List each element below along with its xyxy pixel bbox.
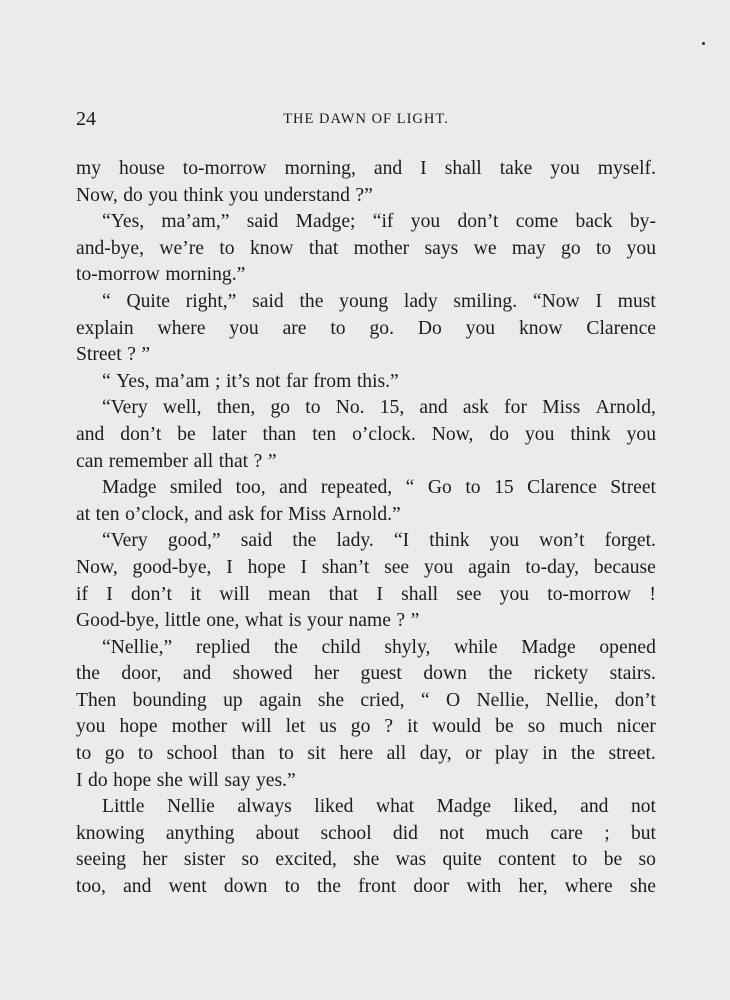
text-line: Madge smiled too, and repeated, “ Go to 15 Clarence Street <box>102 477 656 499</box>
text-line: “ Yes, ma’am ; it’s not far from this.” <box>102 370 399 392</box>
text-line: the door, and showed her guest down the rickety stairs. <box>76 663 656 685</box>
text-line: too, and went down to the front door with her, where she <box>76 876 656 898</box>
text-line: to-morrow morning.” <box>76 264 246 286</box>
text-line: you hope mother will let us go ? it would be so much nicer <box>76 716 656 738</box>
text-line: “Nellie,” replied the child shyly, while Madge opened <box>102 636 656 658</box>
text-body <box>76 156 656 901</box>
text-line: Good-bye, little one, what is your name ? ” <box>76 610 420 632</box>
page-header <box>76 108 656 136</box>
text-line: Now, do you think you understand ?” <box>76 184 373 206</box>
text-line: and don’t be later than ten o’clock. Now, do you think you <box>76 423 656 445</box>
text-line: at ten o’clock, and ask for Miss Arnold.” <box>76 503 401 525</box>
text-line: Now, good-bye, I hope I shan’t see you again to-day, because <box>76 556 656 578</box>
text-line: Little Nellie always liked what Madge liked, and not <box>102 796 656 818</box>
text-line: my house to-morrow morning, and I shall take you myself. <box>76 158 656 179</box>
text-line: Street ? ” <box>76 344 151 366</box>
text-line: if I don’t it will mean that I shall see you to-morrow ! <box>76 583 656 605</box>
text-line: “ Quite right,” said the young lady smiling. “Now I must <box>102 290 656 312</box>
text-line: can remember all that ? ” <box>76 450 277 472</box>
page-number: 24 <box>76 108 96 130</box>
text-line: “Yes, ma’am,” said Madge; “if you don’t come back by- <box>102 211 656 233</box>
running-title: THE DAWN OF LIGHT. <box>283 111 449 127</box>
text-line: explain where you are to go. Do you know Clarence <box>76 317 656 339</box>
margin-speck <box>702 42 705 45</box>
text-line: seeing her sister so excited, she was quite content to be so <box>76 849 656 871</box>
text-line: knowing anything about school did not much care ; but <box>76 822 656 844</box>
text-line: “Very well, then, go to No. 15, and ask for Miss Arnold, <box>102 397 656 419</box>
text-line: I do hope she will say yes.” <box>76 769 296 791</box>
text-line: “Very good,” said the lady. “I think you won’t forget. <box>102 530 656 552</box>
text-line: Then bounding up again she cried, “ O Nellie, Nellie, don’t <box>76 689 656 711</box>
text-line: and-bye, we’re to know that mother says we may go to you <box>76 237 656 259</box>
text-line: to go to school than to sit here all day, or play in the street. <box>76 743 656 765</box>
